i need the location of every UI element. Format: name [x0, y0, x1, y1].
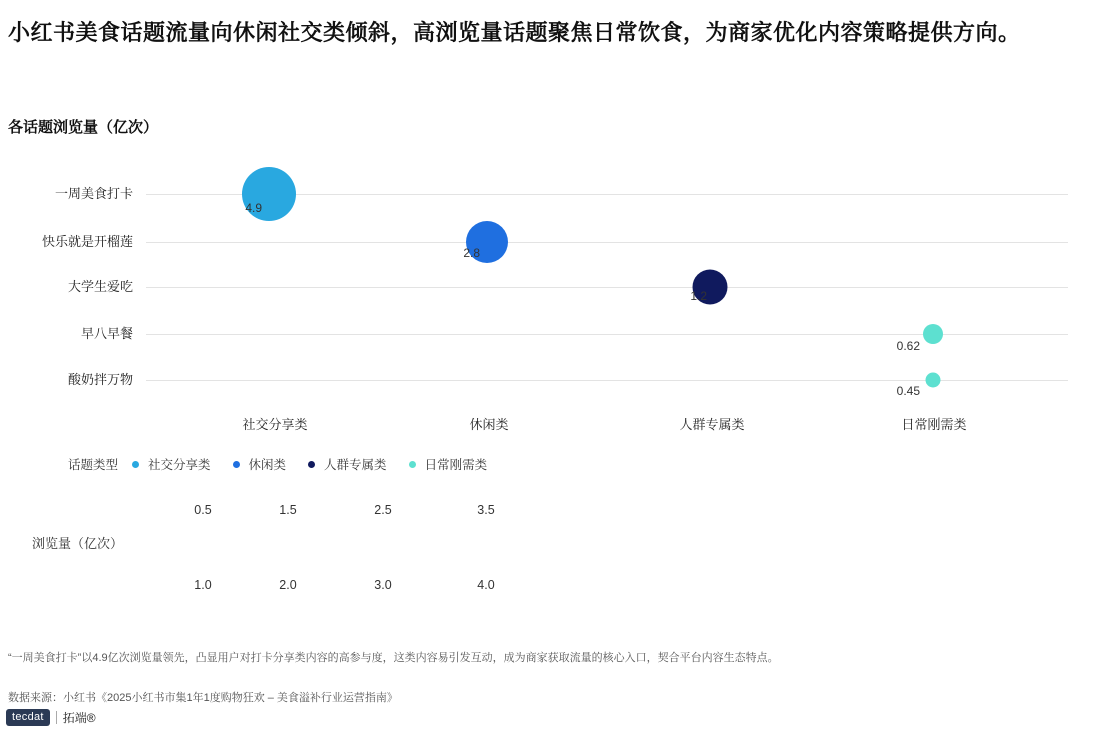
legend-item-leisure[interactable] — [233, 455, 287, 473]
x-axis-label-2: 人群专属类 — [679, 417, 745, 432]
x-axis-label-1: 休闲类 — [469, 417, 509, 432]
legend-swatch-icon — [308, 461, 315, 468]
size-tick-2.5: 2.5 — [374, 503, 392, 517]
size-tick-3.5: 3.5 — [477, 503, 495, 517]
data-label-2: 1.2 — [690, 289, 707, 303]
size-legend — [0, 495, 1098, 605]
y-axis-label-3: 早八早餐 — [80, 326, 133, 341]
data-label-4: 0.45 — [896, 384, 920, 398]
size-tick-3.0: 3.0 — [374, 578, 392, 592]
size-legend-title: 浏览量（亿次） — [32, 536, 124, 551]
logo-text: 拓端® — [62, 710, 96, 725]
y-axis-label-0: 一周美食打卡 — [54, 186, 133, 201]
size-tick-0.5: 0.5 — [194, 503, 212, 517]
size-tick-4.0: 4.0 — [477, 578, 495, 592]
logo-badge: tecdat — [6, 709, 50, 726]
chart-legend — [68, 455, 509, 473]
legend-swatch-icon — [132, 461, 139, 468]
size-tick-1.5: 1.5 — [279, 503, 297, 517]
legend-item-label: 休闲类 — [248, 458, 287, 472]
y-axis-label-4: 酸奶拌万物 — [67, 372, 133, 387]
x-axis-label-3: 日常刚需类 — [901, 417, 967, 432]
size-tick-1.0: 1.0 — [194, 578, 212, 592]
legend-item-label: 人群专属类 — [324, 458, 387, 472]
data-label-3: 0.62 — [896, 339, 920, 353]
x-axis-label-0: 社交分享类 — [242, 417, 308, 432]
legend-swatch-icon — [409, 461, 416, 468]
logo-divider — [56, 711, 57, 724]
data-label-0: 4.9 — [245, 201, 262, 215]
y-axis-label-1: 快乐就是开榴莲 — [41, 234, 133, 249]
page-title: 小红书美食话题流量向休闲社交类倾斜，高浏览量话题聚焦日常饮食，为商家优化内容策略提供方向。 — [8, 20, 1021, 45]
insight-note: “一周美食打卡”以4.9亿次浏览量领先，凸显用户对打卡分享类内容的高参与度，这类内容易引发互动，成为商家获取流量的核心入口，契合平台内容生态特点。 — [8, 652, 779, 664]
legend-item-group[interactable] — [308, 455, 387, 473]
size-tick-2.0: 2.0 — [279, 578, 297, 592]
data-point-早八早餐[interactable] — [923, 324, 943, 344]
chart-subtitle: 各话题浏览量（亿次） — [8, 119, 159, 136]
legend-swatch-icon — [233, 461, 240, 468]
gridline — [146, 242, 1068, 243]
legend-title: 话题类型 — [68, 458, 119, 472]
legend-item-label: 社交分享类 — [148, 458, 211, 472]
logo — [6, 708, 96, 726]
y-axis-label-2: 大学生爱吃 — [67, 279, 133, 294]
source-note: 数据来源：小红书《2025小红书市集1年1度购物狂欢 – 美食溢补行业运营指南》 — [8, 692, 398, 704]
data-label-1: 2.8 — [463, 246, 480, 260]
bubble-chart — [0, 150, 1098, 430]
data-point-酸奶拌万物[interactable] — [926, 373, 941, 388]
gridline — [146, 287, 1068, 288]
legend-item-daily[interactable] — [409, 455, 488, 473]
legend-item-label: 日常刚需类 — [424, 458, 488, 472]
legend-item-social[interactable] — [132, 455, 211, 473]
